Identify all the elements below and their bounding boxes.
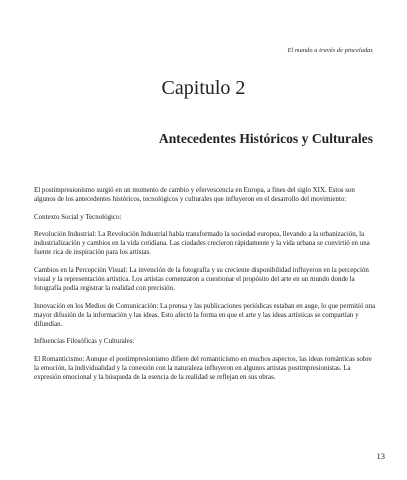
- paragraph-subheading-social: Contexto Social y Tecnológico:: [34, 212, 122, 221]
- running-header: El mundo a través de pinceladas: [287, 47, 373, 54]
- body-text: [34, 186, 376, 391]
- paragraph-romanticism: El Romanticismo: Aunque el postimpresionismo difiere del romanticismo en muchos aspectos, las ideas románticas sobre la emoción, la individualidad y la conexión con la naturaleza influyeron en algunos artistas postimpresionistas. La expresión emocional y la búsqueda de la esencia de la realidad se reflejan en sus obras.: [34, 354, 372, 382]
- paragraph-industrial-revolution: Revolución Industrial: La Revolución Industrial había transformado la sociedad europea, llevando a la urbanización, la industrialización y cambios en la vida cotidiana. Las ciudades crecieron rápidamente y la vida urbana se convirtió en una fuente rica de inspiración para los artistas.: [34, 229, 370, 257]
- paragraph-media-innovation: Innovación en los Medios de Comunicación: La prensa y las publicaciones periódicas estaban en auge, lo que permitió una mayor difusión de la información y las ideas. Esto afectó la forma en que el arte y las ideas artísticas se compartían y difundían.: [34, 301, 376, 328]
- chapter-title: Capitulo 2: [161, 77, 246, 99]
- paragraph-intro: El postimpresionismo surgió en un momento de cambio y efervescencia en Europa, a fines del siglo XIX. Estos son algunos de los antecedentes históricos, tecnológicos y culturales que influyeron en el desarrollo del movimiento:: [34, 186, 355, 204]
- section-title: Antecedentes Históricos y Culturales: [158, 131, 373, 146]
- paragraph-visual-perception: Cambios en la Percepción Visual: La invención de la fotografía y su creciente disponibilidad influyeron en la percepción visual y la representación artística. Los artistas comenzaron a cuestionar el propósito del arte en un mundo donde la fotografía podía registrar la realidad con precisión.: [34, 265, 369, 293]
- paragraph-subheading-philosophical: Influencias Filosóficas y Culturales:: [34, 337, 135, 346]
- page-number: 13: [376, 451, 385, 461]
